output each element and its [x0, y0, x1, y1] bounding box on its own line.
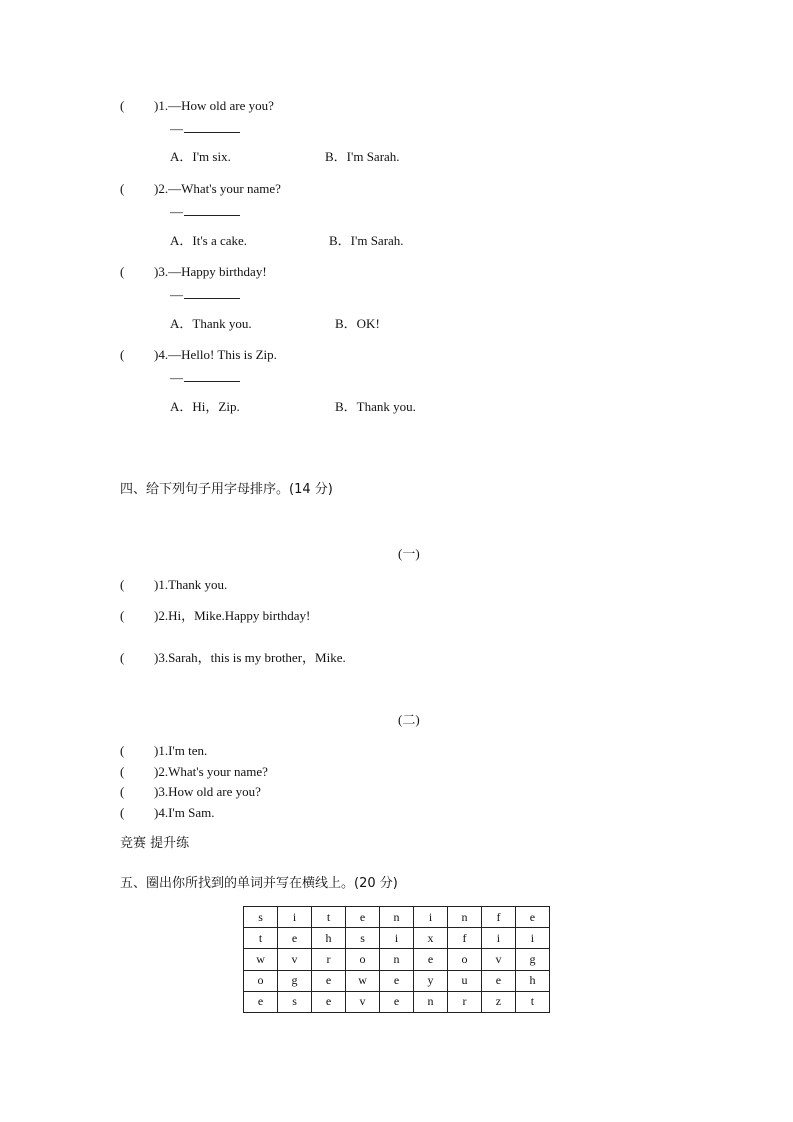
question-prompt: —How old are you?: [168, 98, 274, 113]
grid-cell[interactable]: e: [380, 970, 414, 991]
grid-cell[interactable]: h: [312, 928, 346, 949]
grid-cell[interactable]: e: [380, 991, 414, 1012]
grid-cell[interactable]: n: [414, 991, 448, 1012]
question-prompt: —Hello! This is Zip.: [168, 347, 277, 362]
option-b: B．I'm Sarah.: [329, 233, 404, 248]
order-item: ( )4.I'm Sam.: [120, 805, 215, 820]
order-item: ( )3.How old are you?: [120, 784, 261, 799]
word-search-grid: [243, 906, 550, 1013]
grid-row: [244, 991, 550, 1012]
grid-cell[interactable]: s: [278, 991, 312, 1012]
order-item: ( )1.Thank you.: [120, 577, 228, 592]
grid-cell[interactable]: f: [448, 928, 482, 949]
grid-cell[interactable]: n: [448, 907, 482, 928]
answer-blank[interactable]: (: [120, 784, 125, 799]
option-a: A．It's a cake.: [170, 233, 248, 248]
grid-cell[interactable]: s: [346, 928, 380, 949]
grid-cell[interactable]: r: [448, 991, 482, 1012]
question-prompt: —What's your name?: [168, 181, 281, 196]
answer-blank[interactable]: (: [120, 577, 125, 592]
grid-cell[interactable]: i: [380, 928, 414, 949]
grid-cell[interactable]: g: [278, 970, 312, 991]
answer-blank[interactable]: (: [120, 743, 125, 758]
grid-row: [244, 928, 550, 949]
grid-cell[interactable]: o: [244, 970, 278, 991]
option-b: B．OK!: [335, 316, 380, 331]
order-item: ( )3.Sarah，this is my brother，Mike.: [120, 650, 346, 665]
question-2-line: ( )2.—What's your name?: [120, 181, 281, 196]
question-3-line: ( )3.—Happy birthday!: [120, 264, 267, 279]
grid-cell[interactable]: v: [346, 991, 380, 1012]
answer-blank[interactable]: (: [120, 764, 125, 779]
response-blank[interactable]: —: [170, 204, 240, 220]
answer-blank[interactable]: (: [120, 264, 125, 279]
response-blank[interactable]: —: [170, 287, 240, 303]
grid-cell[interactable]: o: [448, 949, 482, 970]
answer-blank[interactable]: (: [120, 805, 125, 820]
grid-cell[interactable]: i: [515, 928, 549, 949]
grid-cell[interactable]: e: [346, 907, 380, 928]
grid-cell[interactable]: y: [414, 970, 448, 991]
option-a: A．Thank you.: [170, 316, 252, 331]
order-item: ( )2.Hi，Mike.Happy birthday!: [120, 608, 311, 623]
option-b: B．I'm Sarah.: [325, 149, 400, 164]
response-blank[interactable]: —: [170, 370, 240, 386]
group-1-label: (一): [398, 546, 420, 561]
answer-blank[interactable]: (: [120, 608, 125, 623]
group-2-label: (二): [398, 712, 420, 727]
grid-cell[interactable]: w: [244, 949, 278, 970]
grid-cell[interactable]: x: [414, 928, 448, 949]
grid-cell[interactable]: t: [244, 928, 278, 949]
grid-row: [244, 970, 550, 991]
option-b: B．Thank you.: [335, 399, 416, 414]
order-item: ( )1.I'm ten.: [120, 743, 208, 758]
grid-cell[interactable]: u: [448, 970, 482, 991]
grid-cell[interactable]: n: [380, 907, 414, 928]
question-4-line: ( )4.—Hello! This is Zip.: [120, 347, 277, 362]
question-1-line: ( )1.—How old are you?: [120, 98, 274, 113]
grid-cell[interactable]: e: [481, 970, 515, 991]
grid-cell[interactable]: f: [481, 907, 515, 928]
section-4-title: 四、给下列句子用字母排序。(14 分): [120, 482, 333, 497]
grid-row: [244, 949, 550, 970]
response-blank[interactable]: —: [170, 121, 240, 137]
grid-cell[interactable]: e: [312, 970, 346, 991]
grid-cell[interactable]: z: [481, 991, 515, 1012]
grid-cell[interactable]: v: [278, 949, 312, 970]
answer-blank[interactable]: (: [120, 98, 125, 113]
option-a: A．Hi，Zip.: [170, 399, 240, 414]
option-a: A．I'm six.: [170, 149, 231, 164]
grid-cell[interactable]: t: [312, 907, 346, 928]
grid-cell[interactable]: i: [414, 907, 448, 928]
grid-cell[interactable]: e: [312, 991, 346, 1012]
grid-cell[interactable]: i: [278, 907, 312, 928]
grid-cell[interactable]: w: [346, 970, 380, 991]
grid-cell[interactable]: o: [346, 949, 380, 970]
grid-cell[interactable]: e: [278, 928, 312, 949]
order-item: ( )2.What's your name?: [120, 764, 268, 779]
answer-blank[interactable]: (: [120, 181, 125, 196]
grid-cell[interactable]: g: [515, 949, 549, 970]
grid-cell[interactable]: r: [312, 949, 346, 970]
grid-row: [244, 907, 550, 928]
question-prompt: —Happy birthday!: [168, 264, 267, 279]
grid-cell[interactable]: n: [380, 949, 414, 970]
grid-cell[interactable]: e: [244, 991, 278, 1012]
grid-cell[interactable]: h: [515, 970, 549, 991]
grid-cell[interactable]: e: [515, 907, 549, 928]
answer-blank[interactable]: (: [120, 347, 125, 362]
grid-cell[interactable]: e: [414, 949, 448, 970]
section-5-title: 五、圈出你所找到的单词并写在横线上。(20 分): [120, 876, 398, 891]
answer-blank[interactable]: (: [120, 650, 125, 665]
grid-cell[interactable]: t: [515, 991, 549, 1012]
grid-cell[interactable]: v: [481, 949, 515, 970]
grid-cell[interactable]: i: [481, 928, 515, 949]
grid-cell[interactable]: s: [244, 907, 278, 928]
contest-label: 竞赛 提升练: [120, 836, 190, 851]
